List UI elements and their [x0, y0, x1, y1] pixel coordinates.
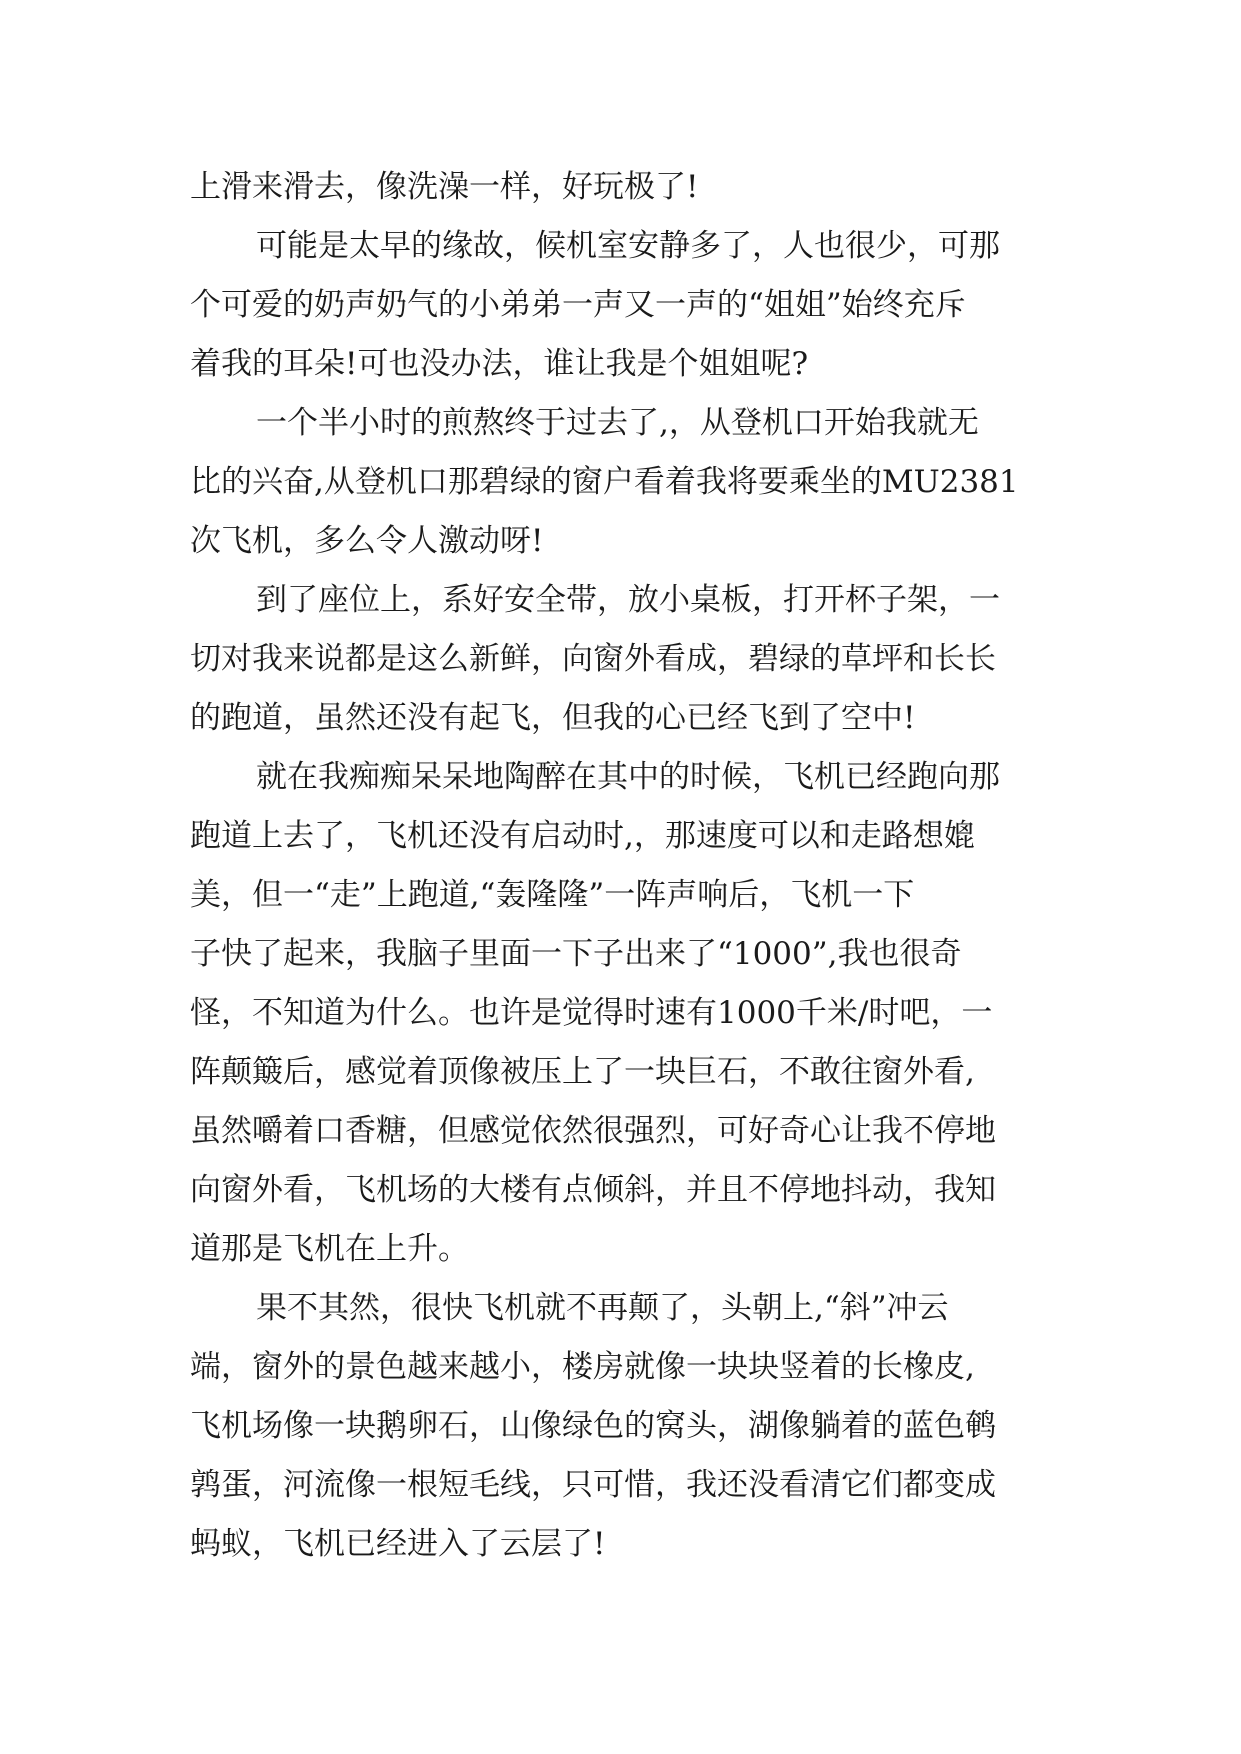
text-line: 阵颠簸后，感觉着顶像被压上了一块巨石，不敢往窗外看, — [190, 1054, 975, 1090]
text-line: 着我的耳朵!可也没办法，谁让我是个姐姐呢? — [190, 346, 809, 382]
body-text — [190, 158, 1060, 1574]
text-line: 比的兴奋,从登机口那碧绿的窗户看着我将要乘坐的MU2381 — [190, 464, 1019, 500]
text-line: 端，窗外的景色越来越小，楼房就像一块块竖着的长橡皮, — [190, 1349, 975, 1385]
text-line: 上滑来滑去，像洗澡一样，好玩极了! — [190, 169, 699, 205]
text-line: 虽然嚼着口香糖，但感觉依然很强烈，可好奇心让我不停地 — [190, 1113, 996, 1149]
text-line: 道那是飞机在上升。 — [190, 1231, 469, 1267]
text-line: 飞机场像一块鹅卵石，山像绿色的窝头，湖像躺着的蓝色鹌 — [190, 1408, 996, 1444]
text-line: 果不其然，很快飞机就不再颠了，头朝上,“斜”冲云 — [256, 1290, 949, 1326]
text-line: 次飞机，多么令人激动呀! — [190, 523, 544, 559]
text-line: 鹑蛋，河流像一根短毛线，只可惜，我还没看清它们都变成 — [190, 1467, 996, 1503]
text-line: 个可爱的奶声奶气的小弟弟一声又一声的“姐姐”始终充斥 — [190, 287, 966, 323]
text-line: 子快了起来，我脑子里面一下子出来了“1000”,我也很奇 — [190, 936, 962, 972]
text-line: 就在我痴痴呆呆地陶醉在其中的时候，飞机已经跑向那 — [256, 759, 1000, 795]
text-line: 一个半小时的煎熬终于过去了,，从登机口开始我就无 — [256, 405, 979, 441]
text-line: 蚂蚁，飞机已经进入了云层了! — [190, 1526, 606, 1562]
text-line: 怪，不知道为什么。也许是觉得时速有1000千米/时吧，一 — [190, 995, 993, 1031]
text-line: 可能是太早的缘故，候机室安静多了，人也很少，可那 — [256, 228, 1000, 264]
text-line: 跑道上去了，飞机还没有启动时,，那速度可以和走路想媲 — [190, 818, 975, 854]
text-line: 到了座位上，系好安全带，放小桌板，打开杯子架，一 — [256, 582, 1000, 618]
text-line: 切对我来说都是这么新鲜，向窗外看成，碧绿的草坪和长长 — [190, 641, 996, 677]
text-line: 的跑道，虽然还没有起飞，但我的心已经飞到了空中! — [190, 700, 916, 736]
text-line: 美，但一“走”上跑道,“轰隆隆”一阵声响后，飞机一下 — [190, 877, 915, 913]
text-line: 向窗外看，飞机场的大楼有点倾斜，并且不停地抖动，我知 — [190, 1172, 996, 1208]
